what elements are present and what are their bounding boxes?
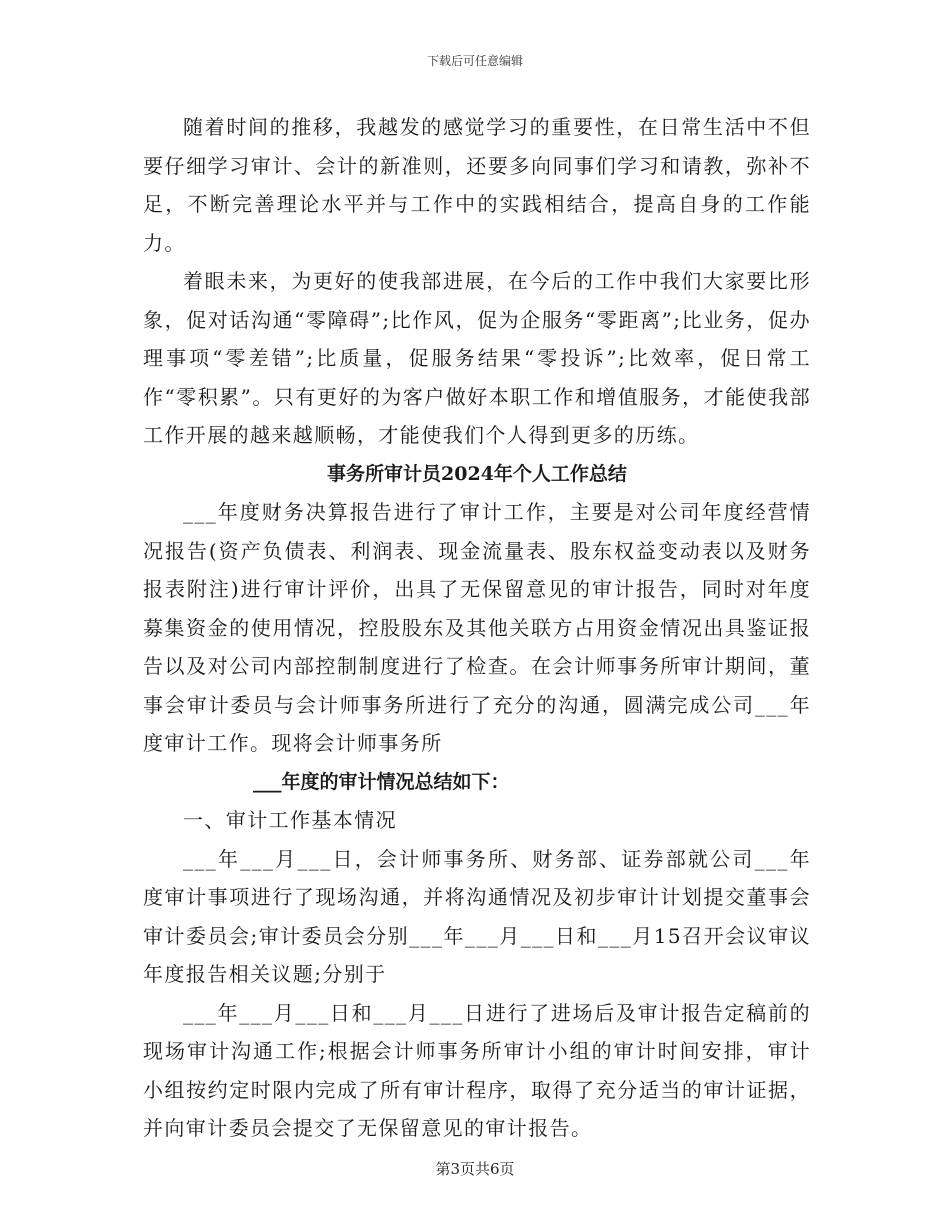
paragraph-study: 随着时间的推移，我越发的感觉学习的重要性，在日常生活中不但要仔细学习审计、会计的新准则，还要多向同事们学习和请教，弥补不足，不断完善理论水平并与工作中的实践相结合，提高自身的工作能力。 [143,115,811,255]
page-footer: 第3页共6页 [435,1160,515,1178]
document-body [143,108,811,1148]
section-heading-1: 一、审计工作基本情况 [183,808,397,832]
paragraph-audit-communication: ___年___月___日和___月___日进行了进场后及审计报告定稿前的现场审计沟通工作;根据会计师事务所审计小组的审计时间安排，审计小组按约定时限内完成了所有审计程序，取得了充分适当的审计证据，并向审计委员会提交了无保留意见的审计报告。 [143,1000,811,1140]
page-header: 下载后可任意编辑 [426,54,523,68]
paragraph-audit-schedule: ___年___月___日，会计师事务所、财务部、证券部就公司___年度审计事项进行了现场沟通，并将沟通情况及初步审计计划提交董事会审计委员会;审计委员会分别___年___月___日和___月15召开会议审议年度报告相关议题;分别于 [143,846,811,986]
document-title: 事务所审计员2024年个人工作总结 [327,462,627,485]
paragraph-future: 着眼未来，为更好的使我部进展，在今后的工作中我们大家要比形象，促对话沟通“零障碍”;比作风，促为企服务“零距离”;比业务，促办理事项“零差错”;比质量，促服务结果“零投诉”;比效率，促日常工作“零积累”。只有更好的为客户做好本职工作和增值服务，才能使我部工作开展的越来越顺畅，才能使我们个人得到更多的历练。 [143,269,811,447]
paragraph-audit-intro: ___年度财务决算报告进行了审计工作，主要是对公司年度经营情况报告(资产负债表、利润表、现金流量表、股东权益变动表以及财务报表附注)进行审计评价，出具了无保留意见的审计报告，同时对年度募集资金的使用情况，控股股东及其他关联方占用资金情况出具鉴证报告以及对公司内部控制制度进行了检查。在会计师事务所审计期间，董事会审计委员与会计师事务所进行了充分的沟通，圆满完成公司___年度审计工作。现将会计师事务所 [143,500,811,755]
section-subtitle: ___年度的审计情况总结如下： [253,770,510,793]
